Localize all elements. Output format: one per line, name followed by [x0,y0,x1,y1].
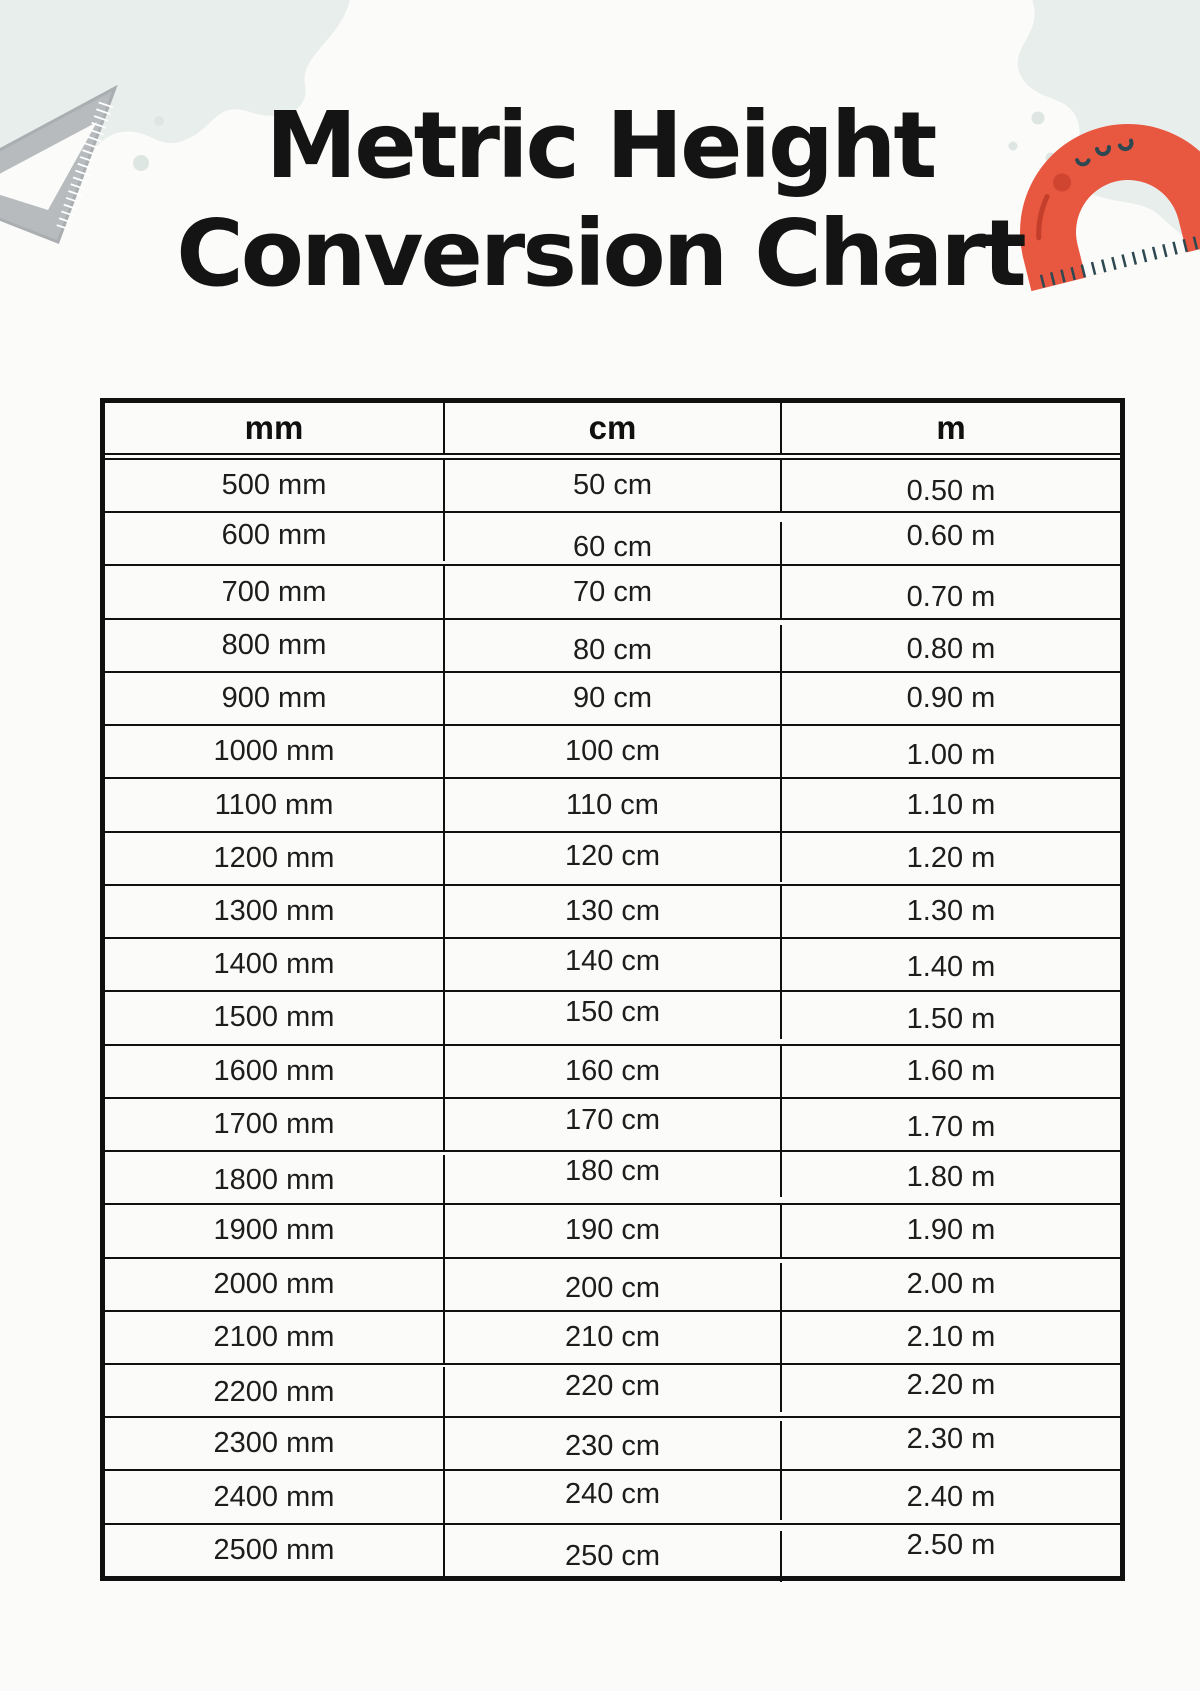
conversion-table [100,398,1125,1581]
cell-cm: 100 cm [445,726,782,777]
table-row [105,779,1120,832]
table-row [105,1365,1120,1418]
cell-m: 2.50 m [906,1528,996,1561]
cell-mm: 1000 mm [105,726,445,777]
cell-mm: 1600 mm [105,1046,445,1097]
cell-mm: 1400 mm [105,939,445,990]
cell-mm: 2000 mm [105,1259,445,1310]
column-header-m: m [936,409,966,446]
cell-mm: 1500 mm [105,992,445,1043]
cell-cm: 60 cm [445,522,782,573]
cell-mm: 2300 mm [105,1418,445,1469]
cell-mm: 600 mm [105,510,445,561]
table-row [105,1418,1120,1471]
table-row [105,726,1120,779]
cell-mm: 700 mm [105,566,445,617]
cell-cm: 230 cm [445,1421,782,1472]
table-row [105,1312,1120,1365]
cell-mm: 1900 mm [105,1205,445,1256]
cell-m: 2.30 m [906,1423,996,1456]
table-row [105,513,1120,566]
cell-cm: 80 cm [445,625,782,676]
cell-m: 1.70 m [906,1110,996,1143]
table-row [105,833,1120,886]
cell-cm: 220 cm [445,1361,782,1412]
cell-m: 0.90 m [906,682,996,715]
cell-cm: 180 cm [445,1146,782,1197]
cell-cm: 140 cm [445,936,782,987]
cell-mm: 1300 mm [105,886,445,937]
cell-m: 1.90 m [906,1214,996,1247]
cell-mm: 2400 mm [105,1471,445,1522]
table-row [105,1259,1120,1312]
table-row [105,1046,1120,1099]
table-row [105,886,1120,939]
cell-mm: 1800 mm [105,1155,445,1206]
cell-cm: 250 cm [445,1531,782,1582]
cell-cm: 70 cm [445,566,782,617]
cell-mm: 2500 mm [105,1525,445,1576]
cell-mm: 1200 mm [105,833,445,884]
table-row [105,460,1120,513]
table-row [105,992,1120,1045]
cell-cm: 170 cm [445,1095,782,1146]
cell-m: 2.10 m [906,1320,996,1353]
cell-m: 1.50 m [906,1003,996,1036]
table-row [105,620,1120,673]
cell-m: 1.00 m [906,739,996,772]
page-title [0,92,1200,307]
cell-mm: 1100 mm [105,779,445,830]
cell-m: 0.60 m [906,520,996,553]
cell-cm: 200 cm [445,1263,782,1314]
cell-cm: 240 cm [445,1468,782,1519]
cell-mm: 500 mm [105,460,445,511]
cell-m: 1.20 m [906,841,996,874]
table-row [105,566,1120,619]
cell-mm: 1700 mm [105,1099,445,1150]
cell-m: 2.40 m [906,1480,996,1513]
title-line-1: Metric Height [265,92,935,199]
cell-m: 2.00 m [906,1267,996,1300]
cell-cm: 130 cm [445,886,782,937]
table-body [105,460,1120,1576]
table-row [105,1205,1120,1258]
cell-m: 1.10 m [906,788,996,821]
cell-cm: 190 cm [445,1205,782,1256]
cell-m: 0.80 m [906,632,996,665]
cell-mm: 900 mm [105,673,445,724]
cell-cm: 120 cm [445,831,782,882]
column-header-cm: cm [445,403,782,453]
cell-mm: 800 mm [105,620,445,671]
cell-m: 1.80 m [906,1161,996,1194]
table-row [105,939,1120,992]
cell-m: 1.60 m [906,1054,996,1087]
cell-m: 0.50 m [906,475,996,508]
title-line-2: Conversion Chart [176,199,1024,307]
table-row [105,673,1120,726]
column-header-mm: mm [105,403,445,453]
cell-m: 0.70 m [906,580,996,613]
cell-cm: 50 cm [445,460,782,511]
cell-mm: 2100 mm [105,1312,445,1363]
cell-m: 2.20 m [906,1369,996,1402]
cell-mm: 2200 mm [105,1367,445,1418]
table-row [105,1099,1120,1152]
cell-cm: 160 cm [445,1046,782,1097]
cell-cm: 210 cm [445,1312,782,1363]
table-row [105,1471,1120,1524]
cell-cm: 90 cm [445,673,782,724]
cell-m: 1.30 m [906,894,996,927]
table-row [105,1152,1120,1205]
cell-cm: 110 cm [445,779,782,830]
cell-m: 1.40 m [906,951,996,984]
table-header-row [105,403,1120,460]
table-row [105,1525,1120,1576]
cell-cm: 150 cm [445,987,782,1038]
